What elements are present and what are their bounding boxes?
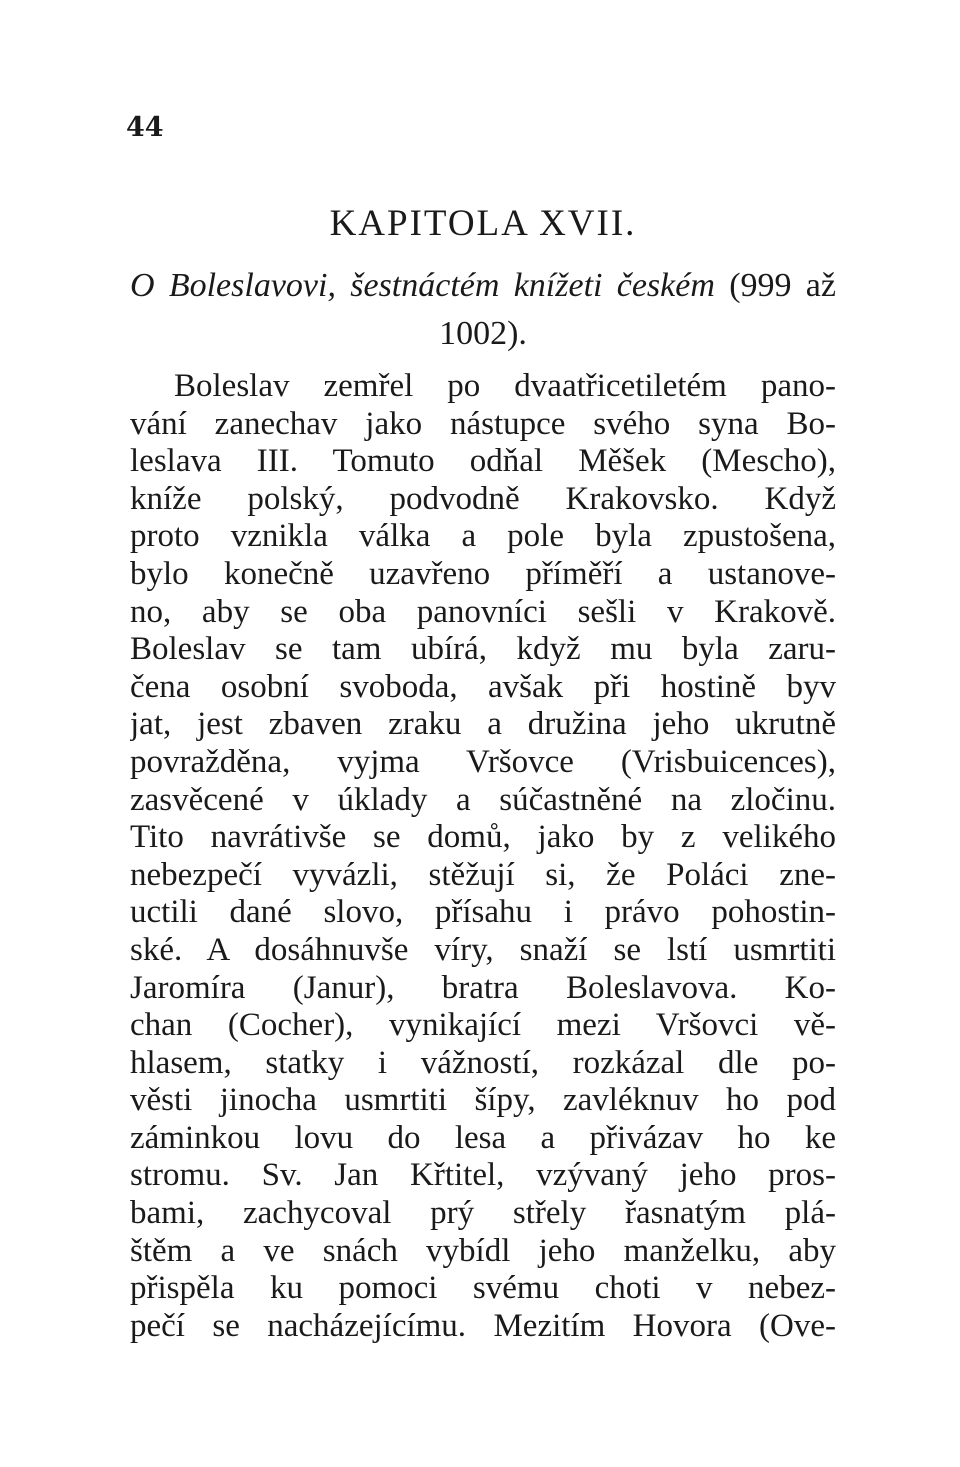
text-line: povražděna, vyjma Vršovce (Vrisbuicences), [130,743,836,780]
text-line: ské. A dosáhnuvše víry, snaží se lstí usmrtiti [130,931,836,968]
text-line: nebezpečí vyvázli, stěžují si, že Poláci zne- [130,856,836,893]
text-line: leslava III. Tomuto odňal Měšek (Mescho), [130,443,836,480]
text-line: no, aby se oba panovníci sešli v Krakově. [130,593,836,630]
text-line: jat, jest zbaven zraku a družina jeho ukrutně [130,706,836,743]
text-line: vání zanechav jako nástupce svého syna Bo- [130,405,836,442]
chapter-title: KAPITOLA XVII. [329,203,637,244]
text-line: bami, zachycoval prý střely řasnatým plá- [130,1195,836,1232]
text-line: hlasem, statky i vážností, rozkázal dle po- [130,1044,836,1081]
text-line: uctili dané slovo, přísahu i právo pohostin- [130,894,836,931]
subtitle-line-2: 1002). [439,315,527,352]
text-line: kníže polský, podvodně Krakovsko. Když [130,480,836,517]
page-number: 44 [126,112,164,143]
subtitle-dates-start: (999 až [714,267,836,304]
text-line: proto vznikla válka a pole byla zpustošena, [130,518,836,555]
text-line: Boleslav zemřel po dvaatřicetiletém pano- [174,368,836,404]
text-line: Tito navrátivše se domů, jako by z velikého [130,819,836,856]
subtitle-line-1 [130,262,836,310]
text-line: záminkou lovu do lesa a přivázav ho ke [130,1119,836,1156]
text-line: zasvěcené v úklady a súčastněné na zločinu. [130,781,836,818]
text-line: čena osobní svoboda, avšak při hostině byv [130,668,836,705]
text-line: přispěla ku pomoci svému choti v nebez- [130,1270,836,1307]
text-line: pečí se nacházejícímu. Mezitím Hovora (Ove- [130,1307,836,1344]
text-line: věsti jinocha usmrtiti šípy, zavléknuv ho pod [130,1082,836,1119]
text-line: stromu. Sv. Jan Křtitel, vzývaný jeho pros- [130,1157,836,1194]
text-line: Jaromíra (Janur), bratra Boleslavova. Ko- [130,969,836,1006]
text-line: chan (Cocher), vynikající mezi Vršovci vě- [130,1007,836,1044]
text-line: štěm a ve snách vybídl jeho manželku, aby [130,1232,836,1269]
chapter-subtitle [130,262,836,358]
text-line: Boleslav se tam ubírá, když mu byla zaru- [130,631,836,668]
text-line: bylo konečně uzavřeno příměří a ustanove- [130,555,836,592]
body-paragraph [130,368,836,1345]
subtitle-italic: O Boleslavovi, šestnáctém knížeti českém [130,267,715,304]
